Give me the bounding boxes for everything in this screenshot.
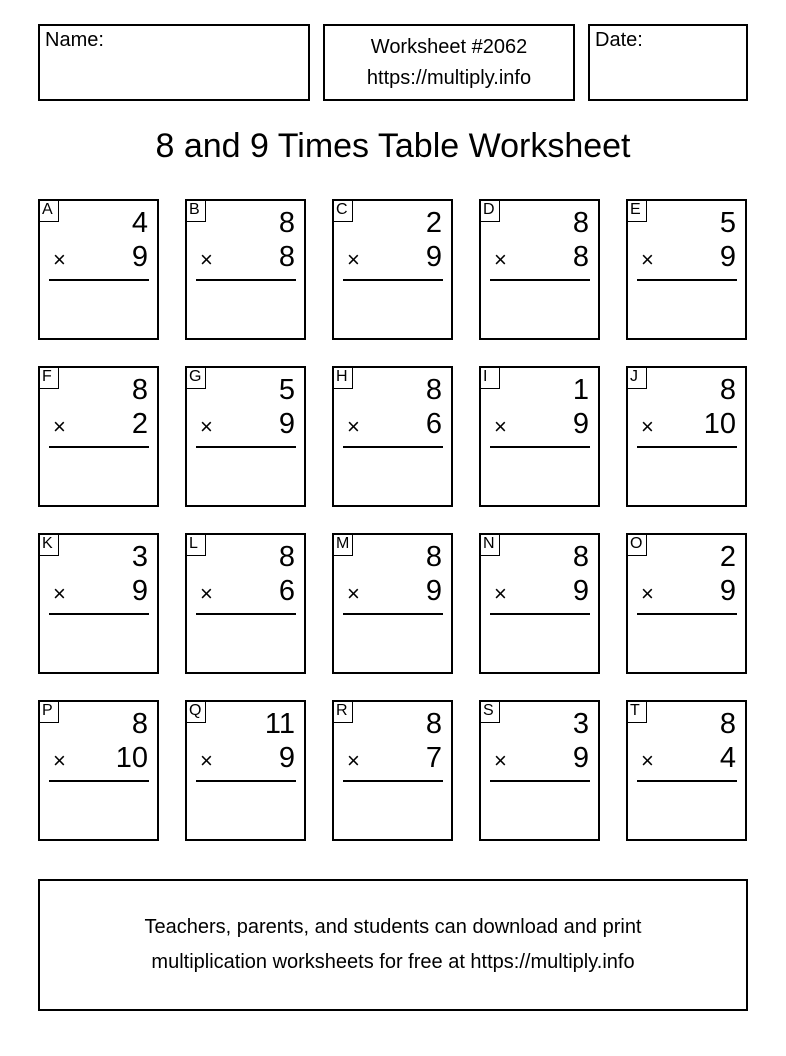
times-sign: × [347, 581, 360, 606]
problem-letter: M [332, 533, 353, 556]
problem-letter: T [626, 700, 647, 723]
problem-letter: L [185, 533, 206, 556]
answer-line [196, 279, 296, 281]
problem-multiplier: 2 [131, 408, 148, 440]
times-sign: × [494, 247, 507, 272]
problem-multiplicand: 8 [425, 374, 442, 406]
answer-line [196, 446, 296, 448]
problem-multiplier: 9 [278, 408, 295, 440]
times-sign: × [53, 247, 66, 272]
problem-multiplicand: 8 [425, 708, 442, 740]
problem-letter: C [332, 199, 353, 222]
answer-line [49, 613, 149, 615]
page-title: 8 and 9 Times Table Worksheet [155, 127, 631, 165]
times-sign: × [347, 414, 360, 439]
problem-multiplier: 9 [131, 241, 148, 273]
problem-letter: P [38, 700, 59, 723]
times-sign: × [200, 247, 213, 272]
problem-card [479, 533, 600, 674]
answer-line [637, 279, 737, 281]
problem-letter: A [38, 199, 59, 222]
problem-multiplier: 7 [425, 742, 442, 774]
times-sign: × [641, 414, 654, 439]
answer-line [637, 780, 737, 782]
problem-card [626, 533, 747, 674]
answer-line [343, 446, 443, 448]
answer-line [490, 279, 590, 281]
problem-letter: I [479, 366, 500, 389]
problem-multiplicand: 8 [131, 708, 148, 740]
problem-multiplier: 6 [278, 575, 295, 607]
problem-card [185, 199, 306, 340]
problem-multiplicand: 8 [278, 541, 295, 573]
answer-line [196, 780, 296, 782]
problem-letter: K [38, 533, 59, 556]
problem-letter: B [185, 199, 206, 222]
problem-multiplier: 9 [425, 241, 442, 273]
name-field-box [38, 24, 310, 101]
footer-text-line-1: Teachers, parents, and students can download and print [144, 916, 642, 938]
problem-multiplier: 9 [572, 742, 589, 774]
problem-multiplier: 9 [425, 575, 442, 607]
answer-line [637, 613, 737, 615]
problem-card [332, 366, 453, 507]
problem-card [38, 700, 159, 841]
problem-card [626, 700, 747, 841]
footer-box [38, 879, 748, 1011]
date-field-box [588, 24, 748, 101]
problem-multiplier: 8 [278, 241, 295, 273]
problem-multiplicand: 8 [278, 207, 295, 239]
problem-card [332, 199, 453, 340]
problem-multiplicand: 5 [719, 207, 736, 239]
problem-card [38, 366, 159, 507]
answer-line [49, 446, 149, 448]
problem-card [38, 199, 159, 340]
problem-multiplier: 4 [719, 742, 736, 774]
answer-line [196, 613, 296, 615]
problem-multiplicand: 2 [719, 541, 736, 573]
times-sign: × [641, 748, 654, 773]
times-sign: × [347, 247, 360, 272]
problem-card [185, 533, 306, 674]
answer-line [49, 279, 149, 281]
name-label: Name: [45, 29, 104, 51]
times-sign: × [641, 247, 654, 272]
problem-multiplicand: 1 [572, 374, 589, 406]
date-label: Date: [595, 29, 643, 51]
problem-multiplier: 10 [703, 408, 736, 440]
problem-multiplier: 6 [425, 408, 442, 440]
problem-card [185, 700, 306, 841]
problem-multiplicand: 2 [425, 207, 442, 239]
worksheet-url: https://multiply.info [366, 67, 532, 89]
answer-line [343, 780, 443, 782]
problem-multiplicand: 8 [572, 541, 589, 573]
problem-letter: H [332, 366, 353, 389]
times-sign: × [53, 414, 66, 439]
problem-card [332, 700, 453, 841]
problem-multiplier: 9 [572, 408, 589, 440]
problem-letter: J [626, 366, 647, 389]
times-sign: × [494, 414, 507, 439]
answer-line [49, 780, 149, 782]
problem-letter: F [38, 366, 59, 389]
problem-card [626, 366, 747, 507]
problem-multiplier: 9 [278, 742, 295, 774]
problem-letter: N [479, 533, 500, 556]
times-sign: × [641, 581, 654, 606]
problem-card [332, 533, 453, 674]
problem-letter: D [479, 199, 500, 222]
problem-card [479, 199, 600, 340]
answer-line [490, 780, 590, 782]
problem-card [38, 533, 159, 674]
worksheet-number: Worksheet #2062 [370, 36, 528, 58]
problem-letter: O [626, 533, 647, 556]
problem-card [479, 700, 600, 841]
times-sign: × [200, 581, 213, 606]
problem-multiplicand: 3 [572, 708, 589, 740]
problem-multiplicand: 8 [572, 207, 589, 239]
problem-multiplicand: 8 [719, 374, 736, 406]
problem-multiplicand: 4 [131, 207, 148, 239]
worksheet-info-box [323, 24, 575, 101]
problem-letter: R [332, 700, 353, 723]
answer-line [343, 613, 443, 615]
problem-letter: E [626, 199, 647, 222]
problem-multiplicand: 8 [131, 374, 148, 406]
problem-multiplicand: 5 [278, 374, 295, 406]
answer-line [343, 279, 443, 281]
problem-multiplier: 9 [719, 241, 736, 273]
problem-card [479, 366, 600, 507]
times-sign: × [494, 581, 507, 606]
problem-multiplier: 10 [115, 742, 148, 774]
times-sign: × [53, 748, 66, 773]
problem-multiplier: 9 [719, 575, 736, 607]
times-sign: × [347, 748, 360, 773]
problem-multiplicand: 11 [264, 708, 295, 740]
answer-line [490, 446, 590, 448]
problem-letter: G [185, 366, 206, 389]
answer-line [490, 613, 590, 615]
problem-letter: Q [185, 700, 206, 723]
problem-multiplicand: 3 [131, 541, 148, 573]
times-sign: × [494, 748, 507, 773]
problem-card [626, 199, 747, 340]
problem-multiplier: 8 [572, 241, 589, 273]
footer-text-line-2: multiplication worksheets for free at https://multiply.info [151, 951, 635, 973]
answer-line [637, 446, 737, 448]
times-sign: × [53, 581, 66, 606]
times-sign: × [200, 414, 213, 439]
problem-multiplicand: 8 [719, 708, 736, 740]
problem-card [185, 366, 306, 507]
problem-multiplicand: 8 [425, 541, 442, 573]
problem-multiplier: 9 [131, 575, 148, 607]
problem-multiplier: 9 [572, 575, 589, 607]
times-sign: × [200, 748, 213, 773]
problem-letter: S [479, 700, 500, 723]
